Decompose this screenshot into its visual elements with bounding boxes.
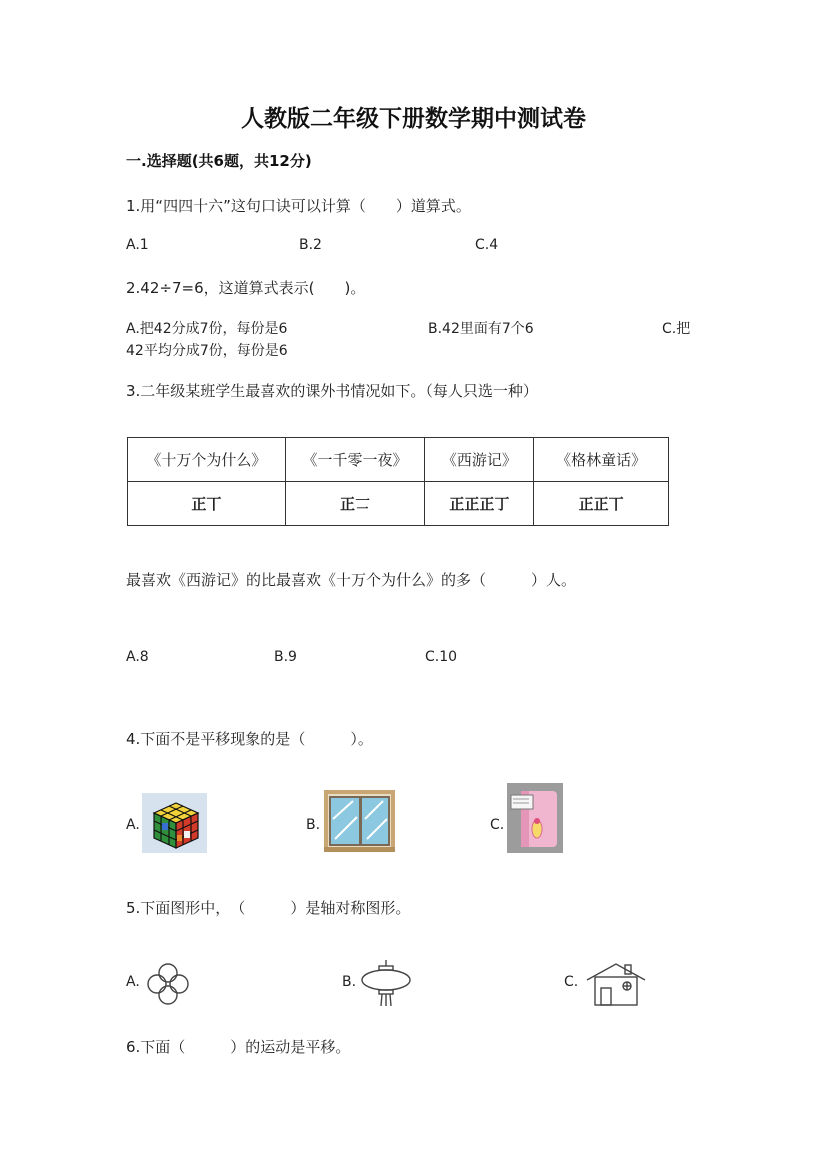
question-5: 5.下面图形中， （ ）是轴对称图形。: [126, 899, 411, 917]
tally-cell: 正𠄟: [285, 482, 425, 526]
page-title: 人教版二年级下册数学期中测试卷: [241, 105, 586, 132]
sliding-window-image: [323, 789, 396, 853]
q5-option-b[interactable]: B.: [342, 974, 357, 990]
table-header-cell: 《西游记》: [425, 438, 534, 482]
question-4: 4.下面不是平移现象的是（ ）。: [126, 730, 373, 748]
q2-option-a[interactable]: A.把42分成7份，每份是6: [126, 321, 288, 337]
question-3-followup: 最喜欢《西游记》的比最喜欢《十万个为什么》的多（ ）人。: [126, 571, 577, 589]
flower-shape-image: [144, 962, 192, 1006]
q1-option-b[interactable]: B.2: [299, 237, 322, 253]
q3-option-b[interactable]: B.9: [274, 649, 297, 665]
q5-option-a[interactable]: A.: [126, 974, 140, 990]
q5-option-c[interactable]: C.: [564, 974, 579, 990]
q2-option-c-continued: 42平均分成7份，每份是6: [126, 343, 288, 359]
q2-option-c[interactable]: C.把: [662, 321, 691, 337]
q4-option-b[interactable]: B.: [306, 817, 321, 833]
section-heading: 一.选择题(共6题，共12分): [126, 152, 312, 170]
tally-cell: 正丅: [128, 482, 286, 526]
table-header-cell: 《十万个为什么》: [128, 438, 286, 482]
q1-option-c[interactable]: C.4: [475, 237, 499, 253]
q3-option-c[interactable]: C.10: [425, 649, 458, 665]
tally-cell: 正正丅: [534, 482, 669, 526]
rubiks-cube-image: [142, 793, 207, 853]
q1-option-a[interactable]: A.1: [126, 237, 149, 253]
table-header-cell: 《格林童话》: [534, 438, 669, 482]
q4-option-c[interactable]: C.: [490, 817, 505, 833]
drawer-cabinet-image: [507, 783, 563, 853]
q2-option-b[interactable]: B.42里面有7个6: [428, 321, 534, 337]
lantern-shape-image: [360, 960, 412, 1008]
q4-option-a[interactable]: A.: [126, 817, 140, 833]
book-preference-table: [127, 437, 669, 526]
table-header-cell: 《一千零一夜》: [285, 438, 425, 482]
question-2: 2.42÷7=6，这道算式表示( )。: [126, 279, 366, 297]
question-3: 3.二年级某班学生最喜欢的课外书情况如下。（每人只选一种）: [126, 382, 538, 400]
house-shape-image: [585, 962, 647, 1006]
tally-cell: 正正正丁: [425, 482, 534, 526]
question-6: 6.下面（ ）的运动是平移。: [126, 1038, 351, 1056]
question-1: 1.用“四四十六”这句口诀可以计算（ ）道算式。: [126, 197, 471, 215]
q3-option-a[interactable]: A.8: [126, 649, 149, 665]
